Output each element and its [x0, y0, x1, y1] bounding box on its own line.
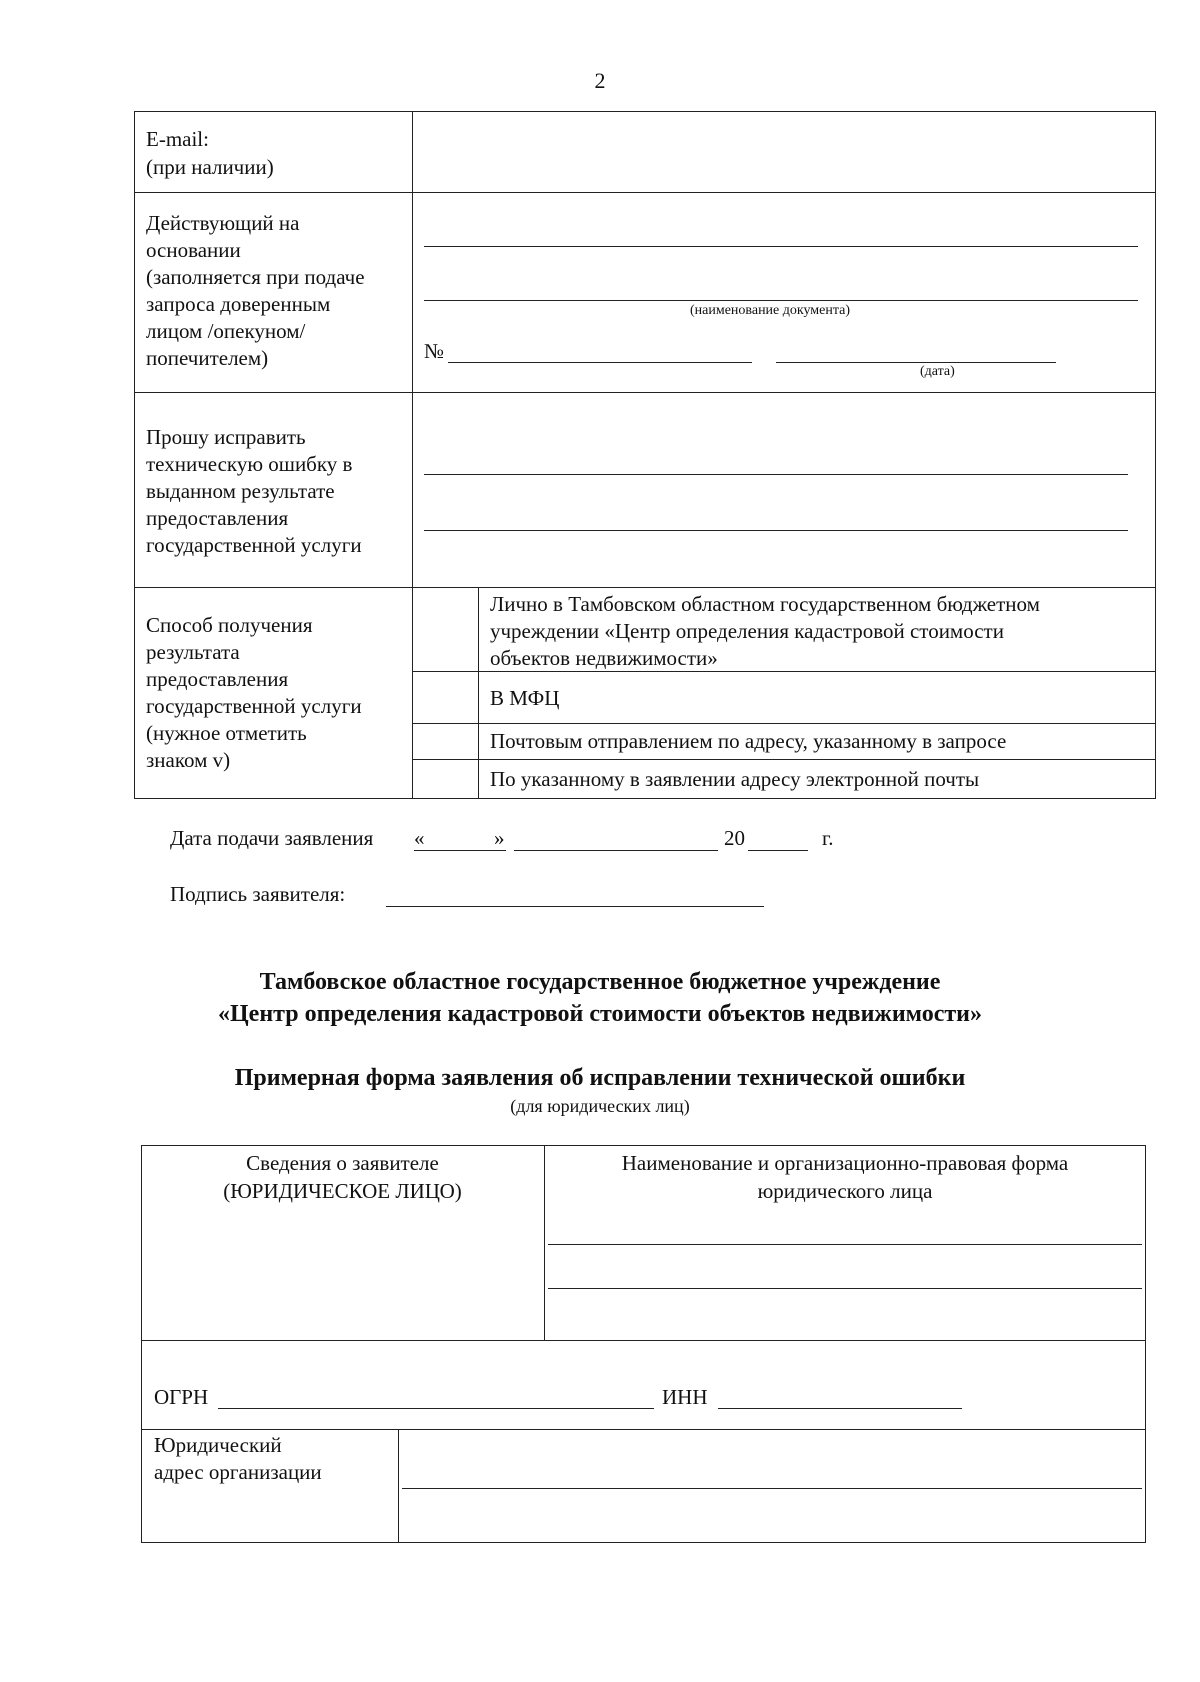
applicant-info-line-1: Сведения о заявителе [246, 1151, 439, 1175]
option-checkbox-email[interactable] [414, 761, 476, 797]
email-label: E-mail: [146, 127, 209, 151]
date-caption: (дата) [920, 364, 955, 379]
month-line[interactable] [514, 850, 718, 851]
entity-name-header-1: Наименование и организационно-правовая форма [621, 1151, 1069, 1175]
page-number: 2 [594, 68, 606, 93]
ogrn-label: ОГРН [154, 1385, 209, 1409]
submission-date-label: Дата подачи заявления [170, 826, 374, 850]
correction-line-2[interactable] [424, 530, 1128, 531]
open-quote: « [414, 826, 425, 850]
signature-label: Подпись заявителя: [170, 882, 346, 906]
entity-name-line-1[interactable] [548, 1244, 1142, 1245]
inn-label: ИНН [662, 1385, 708, 1409]
form-title: Примерная форма заявления об исправлении технической ошибки [234, 1065, 966, 1091]
option-mfc: В МФЦ [490, 686, 560, 710]
document-number-line[interactable] [448, 362, 752, 363]
option-checkbox-mfc[interactable] [414, 673, 476, 721]
option-email: По указанному в заявлении адресу электронной почты [490, 767, 980, 791]
option-checkbox-post[interactable] [414, 725, 476, 757]
ogrn-line[interactable] [218, 1408, 654, 1409]
form-subtitle: (для юридических лиц) [510, 1096, 690, 1116]
option-in-person: Лично в Тамбовском областном государственном бюджетном учреждении «Центр определения кадастровой стоимости объектов недвижимости» [490, 592, 1040, 670]
correction-request-label: Прошу исправить техническую ошибку в выданном результате предоставления государственной услуги [146, 425, 362, 557]
document-name-line-1[interactable] [424, 246, 1138, 247]
document-name-line-2[interactable] [424, 300, 1138, 301]
inn-line[interactable] [718, 1408, 962, 1409]
option-checkbox-in-person[interactable] [414, 589, 476, 669]
number-sign: № [424, 339, 445, 363]
email-sublabel: (при наличии) [146, 155, 274, 179]
organization-name-line-2: «Центр определения кадастровой стоимости объектов недвижимости» [218, 1001, 982, 1027]
legal-address-line[interactable] [402, 1488, 1142, 1489]
receive-method-label: Способ получения результата предоставления государственной услуги (нужное отметить знаком v) [146, 613, 362, 772]
entity-name-line-2[interactable] [548, 1288, 1142, 1289]
day-line[interactable] [414, 850, 506, 851]
year-prefix: 20 [724, 826, 745, 850]
email-field[interactable] [416, 114, 1152, 188]
year-line[interactable] [748, 850, 808, 851]
applicant-info-line-2: (ЮРИДИЧЕСКОЕ ЛИЦО) [223, 1179, 462, 1203]
close-quote: » [494, 826, 505, 850]
document-name-caption: (наименование документа) [690, 303, 851, 318]
option-post: Почтовым отправлением по адресу, указанному в запросе [490, 729, 1007, 753]
organization-name-line-1: Тамбовское областное государственное бюджетное учреждение [259, 969, 941, 995]
legal-address-label: Юридический адрес организации [154, 1433, 322, 1484]
entity-name-header-2: юридического лица [757, 1179, 933, 1203]
signature-line[interactable] [386, 906, 764, 907]
acting-basis-label: Действующий на основании (заполняется при подаче запроса доверенным лицом /опекуном/ попечителем) [146, 211, 365, 370]
year-suffix: г. [822, 826, 834, 850]
correction-line-1[interactable] [424, 474, 1128, 475]
document-date-line[interactable] [776, 362, 1056, 363]
